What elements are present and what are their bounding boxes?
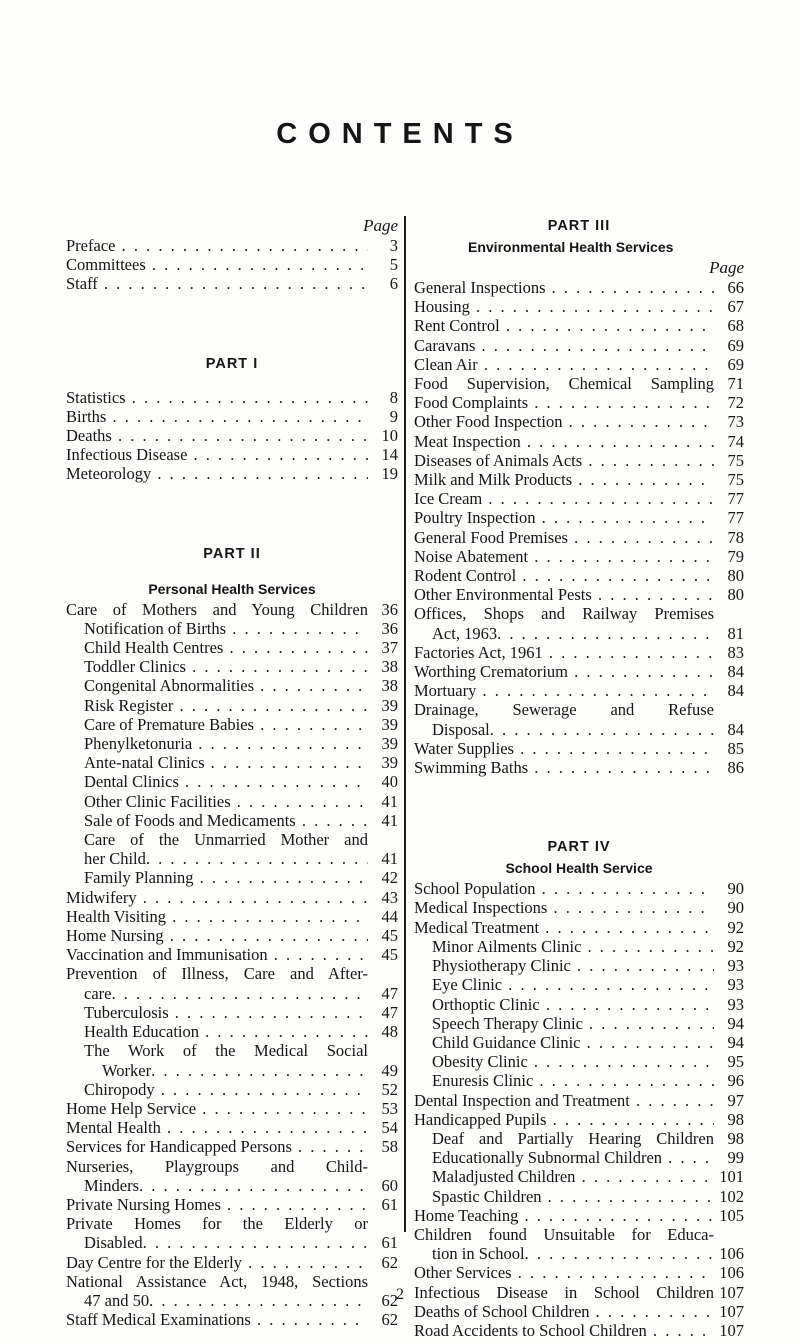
contents-entry <box>66 830 398 868</box>
entry-label: Congenital Abnormalities . . . <box>66 676 368 695</box>
entry-page-number: 45 <box>381 926 398 946</box>
entry-page-number: 9 <box>389 406 398 426</box>
entry-label: Other Environmental Pests . . . <box>414 585 714 604</box>
entry-label: Maladjusted Children . . . <box>414 1167 714 1186</box>
entry-label: Ante-natal Clinics . . . <box>66 753 368 772</box>
contents-entry <box>414 1302 744 1321</box>
entry-label: Medical Treatment . . . <box>414 918 714 937</box>
part-3-heading: PART III <box>547 218 611 234</box>
entry-page-number: 38 <box>381 657 398 677</box>
contents-entry <box>414 470 744 489</box>
entry-label: Private Nursing Homes . . . <box>66 1195 368 1214</box>
entry-page-number: 61 <box>381 1233 398 1253</box>
entry-page-number: 67 <box>727 297 744 317</box>
entry-page-number: 43 <box>381 887 398 907</box>
entry-label: Notification of Births . . . <box>66 619 368 638</box>
entry-label <box>66 1157 368 1195</box>
entry-label: General Inspections . . . <box>414 278 714 297</box>
entry-page-number: 14 <box>381 445 398 465</box>
contents-entry <box>66 696 398 715</box>
entry-page-number: 79 <box>727 546 744 566</box>
entry-label: Housing . . . <box>414 297 714 316</box>
entry-page-number: 39 <box>381 714 398 734</box>
contents-entry <box>414 1052 744 1071</box>
entry-page-number: 105 <box>719 1205 744 1225</box>
entry-label: Mortuary . . . <box>414 681 714 700</box>
contents-entry <box>66 772 398 791</box>
page-column-heading-right: Page <box>709 258 744 277</box>
page-column-heading: Page <box>363 216 398 235</box>
entry-label: Eye Clinic . . . <box>414 975 714 994</box>
entry-page-number: 90 <box>727 898 744 918</box>
part-2-heading: PART II <box>203 545 261 562</box>
entry-page-number: 48 <box>381 1022 398 1042</box>
entry-page-number: 80 <box>727 585 744 605</box>
contents-entry <box>414 758 744 777</box>
contents-entry <box>414 1167 744 1186</box>
contents-entry <box>66 657 398 676</box>
entry-page-number: 93 <box>727 994 744 1014</box>
contents-entry <box>414 585 744 604</box>
entry-page-number: 75 <box>727 450 744 470</box>
contents-entry <box>414 995 744 1014</box>
entry-label: Physiotherapy Clinic . . . <box>414 956 714 975</box>
entry-label: Rodent Control . . . <box>414 566 714 585</box>
entry-page-number: 84 <box>727 662 744 682</box>
entry-label <box>66 830 368 868</box>
contents-entry <box>66 388 398 407</box>
entry-page-number: 73 <box>727 412 744 432</box>
entry-page-number: 52 <box>381 1079 398 1099</box>
entry-page-number: 92 <box>727 917 744 937</box>
contents-entry <box>66 792 398 811</box>
contents-entry <box>414 975 744 994</box>
entry-label: Family Planning . . . <box>66 868 368 887</box>
entry-page-number: 80 <box>727 566 744 586</box>
contents-left-column <box>66 216 398 1329</box>
entry-page-number: 77 <box>727 508 744 528</box>
entry-label: Speech Therapy Clinic . . . <box>414 1014 714 1033</box>
contents-entry <box>414 1071 744 1090</box>
entry-label: Minor Ailments Clinic . . . <box>414 937 714 956</box>
entry-label: General Food Premises . . . <box>414 528 714 547</box>
entry-page-number: 41 <box>381 849 398 869</box>
contents-entry <box>414 1033 744 1052</box>
contents-entry <box>414 681 744 700</box>
entry-label: Ice Cream . . . <box>414 489 714 508</box>
front-matter-list <box>66 236 398 294</box>
entry-label: Enuresis Clinic . . . <box>414 1071 714 1090</box>
entry-label-line-1: Offices, Shops and Railway Premises <box>414 604 714 624</box>
entry-page-number: 75 <box>727 470 744 490</box>
entry-label: Chiropody . . . <box>66 1080 368 1099</box>
entry-page-number: 47 <box>381 983 398 1003</box>
entry-label: Child Health Centres . . . <box>66 638 368 657</box>
entry-label: Child Guidance Clinic . . . <box>414 1033 714 1052</box>
entry-page-number: 38 <box>381 676 398 696</box>
entry-label: Handicapped Pupils . . . <box>414 1110 714 1129</box>
contents-entry <box>66 619 398 638</box>
entry-page-number: 62 <box>381 1310 398 1330</box>
entry-label <box>414 604 714 642</box>
entry-label-line-2: tion in School <box>432 1244 525 1264</box>
contents-entry <box>66 464 398 483</box>
contents-entry <box>66 255 398 274</box>
entry-page-number: 69 <box>727 354 744 374</box>
entry-label: Deaths of School Children . . . <box>414 1302 714 1321</box>
contents-entry <box>414 1206 744 1225</box>
contents-entry <box>414 336 744 355</box>
contents-entry <box>414 739 744 758</box>
entry-label-line-1: The Work of the Medical Social <box>84 1041 368 1061</box>
entry-label-line-1: National Assistance Act, 1948, Sections <box>66 1271 368 1291</box>
contents-entry <box>414 1129 744 1148</box>
contents-entry <box>66 407 398 426</box>
entry-label: Sale of Foods and Medicaments . . . <box>66 811 368 830</box>
part-4-list <box>414 879 744 1340</box>
entry-page-number: 106 <box>719 1244 744 1264</box>
entry-page-number: 77 <box>727 489 744 509</box>
entry-label: Infectious Disease . . . <box>66 445 368 464</box>
contents-entry <box>66 638 398 657</box>
entry-page-number: 97 <box>727 1090 744 1110</box>
entry-page-number: 96 <box>727 1071 744 1091</box>
entry-label: Diseases of Animals Acts . . . <box>414 451 714 470</box>
contents-entry <box>414 355 744 374</box>
entry-page-number: 49 <box>381 1060 398 1080</box>
entry-page-number: 61 <box>381 1194 398 1214</box>
contents-entry <box>414 297 744 316</box>
entry-label-line-2: care <box>84 983 112 1003</box>
contents-entry <box>66 753 398 772</box>
contents-entry <box>66 907 398 926</box>
entry-page-number: 53 <box>381 1098 398 1118</box>
part-4-subheading: School Health Service <box>505 860 653 877</box>
entry-page-number: 6 <box>389 274 398 294</box>
entry-label <box>414 1225 714 1263</box>
entry-label-line-1: Prevention of Illness, Care and After- <box>66 964 368 984</box>
part-1-heading: PART I <box>205 355 259 372</box>
contents-entry <box>414 956 744 975</box>
contents-entry <box>414 412 744 431</box>
entry-label: Noise Abatement . . . <box>414 547 714 566</box>
contents-entry <box>66 1137 398 1156</box>
contents-entry <box>414 1321 744 1340</box>
contents-entry <box>414 566 744 585</box>
entry-page-number: 92 <box>727 936 744 956</box>
entry-page-number: 95 <box>727 1052 744 1072</box>
entry-page-number: 106 <box>719 1263 744 1283</box>
entry-page-number: 45 <box>381 945 398 965</box>
entry-label-line-2: Disposal <box>432 719 490 739</box>
contents-entry <box>414 393 744 412</box>
contents-entry <box>414 898 744 917</box>
entry-page-number: 39 <box>381 695 398 715</box>
entry-page-number: 36 <box>381 599 398 619</box>
entry-label-line-2: Act, 1963 <box>432 623 498 643</box>
contents-entry <box>414 528 744 547</box>
entry-label-line-2: Minders <box>84 1175 139 1195</box>
entry-label: Phenylketonuria . . . <box>66 734 368 753</box>
contents-entry <box>66 1157 398 1195</box>
entry-label: Worthing Crematorium . . . <box>414 662 714 681</box>
entry-label-line-1: Care of the Unmarried Mother and <box>84 830 368 850</box>
entry-page-number: 40 <box>381 772 398 792</box>
part-1-list <box>66 388 398 484</box>
entry-page-number: 62 <box>381 1290 398 1310</box>
entry-page-number: 42 <box>381 868 398 888</box>
entry-page-number: 60 <box>381 1175 398 1195</box>
entry-page-number: 83 <box>727 642 744 662</box>
entry-page-number: 8 <box>389 387 398 407</box>
entry-page-number: 78 <box>727 527 744 547</box>
entry-label: Other Clinic Facilities . . . <box>66 792 368 811</box>
contents-entry <box>414 700 744 738</box>
entry-label: Staff . . . <box>66 274 368 293</box>
contents-entry <box>414 547 744 566</box>
entry-page-number: 90 <box>727 879 744 899</box>
entry-label: School Population . . . <box>414 879 714 898</box>
entry-label: Health Visiting . . . <box>66 907 368 926</box>
entry-label: Caravans . . . <box>414 336 714 355</box>
entry-page-number: 84 <box>727 681 744 701</box>
entry-label: Preface . . . <box>66 236 368 255</box>
contents-entry <box>66 600 398 619</box>
entry-label-line-1: Drainage, Sewerage and Refuse <box>414 700 714 720</box>
contents-entry <box>414 451 744 470</box>
contents-entry <box>414 508 744 527</box>
contents-entry <box>414 489 744 508</box>
entry-page-number: 107 <box>719 1282 744 1302</box>
contents-entry <box>66 964 398 1002</box>
entry-label: Meat Inspection . . . <box>414 432 714 451</box>
contents-entry <box>66 926 398 945</box>
entry-label: Risk Register . . . <box>66 696 368 715</box>
entry-label: Obesity Clinic . . . <box>414 1052 714 1071</box>
entry-page-number: 84 <box>727 719 744 739</box>
entry-page-number: 58 <box>381 1137 398 1157</box>
entry-label-line-1: Private Homes for the Elderly or <box>66 1214 368 1234</box>
entry-page-number: 39 <box>381 753 398 773</box>
entry-label: Educationally Subnormal Children . . . <box>414 1148 714 1167</box>
entry-page-number: 69 <box>727 335 744 355</box>
contents-entry <box>66 1041 398 1079</box>
page-number: 2 <box>396 1286 404 1303</box>
contents-entry <box>414 1263 744 1282</box>
part-2-list <box>66 600 398 1330</box>
entry-label: Care of Premature Babies . . . <box>66 715 368 734</box>
contents-entry <box>414 918 744 937</box>
entry-page-number: 94 <box>727 1013 744 1033</box>
entry-page-number: 10 <box>381 426 398 446</box>
entry-label: Vaccination and Immunisation . . . <box>66 945 368 964</box>
column-divider <box>404 216 406 1232</box>
contents-entry <box>414 316 744 335</box>
part-3-list <box>414 278 744 777</box>
entry-label: Clean Air . . . <box>414 355 714 374</box>
contents-entry <box>66 1022 398 1041</box>
entry-label: Swimming Baths . . . <box>414 758 714 777</box>
entry-label: Deaf and Partially Hearing Children <box>432 1128 714 1148</box>
contents-entry <box>414 1187 744 1206</box>
entry-page-number: 94 <box>727 1032 744 1052</box>
entry-label: Health Education . . . <box>66 1022 368 1041</box>
entry-page-number: 39 <box>381 734 398 754</box>
entry-label: Road Accidents to School Children . . . <box>414 1321 714 1340</box>
entry-label: Care of Mothers and Young Children <box>66 599 368 619</box>
contents-entry <box>414 662 744 681</box>
entry-label-line-2: Disabled <box>84 1233 143 1253</box>
entry-page-number: 66 <box>727 278 744 297</box>
entry-page-number: 107 <box>719 1301 744 1321</box>
entry-label: Orthoptic Clinic . . . <box>414 995 714 1014</box>
entry-label: Deaths . . . <box>66 426 368 445</box>
entry-label: Home Nursing . . . <box>66 926 368 945</box>
entry-label <box>66 964 368 1002</box>
entry-label: Other Services . . . <box>414 1263 714 1282</box>
entry-page-number: 93 <box>727 956 744 976</box>
contents-entry <box>66 1099 398 1118</box>
entry-page-number: 3 <box>389 236 398 255</box>
entry-page-number: 41 <box>381 791 398 811</box>
entry-label: Spastic Children . . . <box>414 1187 714 1206</box>
contents-entry <box>414 278 744 297</box>
contents-entry <box>414 1148 744 1167</box>
contents-entry <box>66 1080 398 1099</box>
entry-page-number: 62 <box>381 1252 398 1272</box>
entry-page-number: 101 <box>719 1167 744 1187</box>
entry-label-line-2: 47 and 50 <box>84 1290 150 1310</box>
part-3-subheading: Environmental Health Services <box>468 239 674 255</box>
contents-entry <box>66 1118 398 1137</box>
contents-entry <box>66 868 398 887</box>
entry-page-number: 44 <box>381 906 398 926</box>
contents-entry <box>66 945 398 964</box>
entry-label: Infectious Disease in School Children <box>414 1282 714 1302</box>
entry-page-number: 41 <box>381 810 398 830</box>
entry-page-number: 71 <box>727 374 744 394</box>
contents-entry <box>66 426 398 445</box>
contents-entry <box>66 1214 398 1252</box>
entry-label: Tuberculosis . . . <box>66 1003 368 1022</box>
contents-right-column <box>414 216 744 1340</box>
entry-label: Dental Inspection and Treatment . . . <box>414 1091 714 1110</box>
entry-page-number: 102 <box>719 1186 744 1206</box>
entry-page-number: 37 <box>381 638 398 658</box>
entry-page-number: 68 <box>727 316 744 336</box>
page-title: CONTENTS <box>276 118 524 150</box>
contents-entry <box>414 1014 744 1033</box>
contents-entry <box>66 715 398 734</box>
entry-label: Food Complaints . . . <box>414 393 714 412</box>
entry-label: Dental Clinics . . . <box>66 772 368 791</box>
entry-label: Toddler Clinics . . . <box>66 657 368 676</box>
entry-label: Staff Medical Examinations . . . <box>66 1310 368 1329</box>
entry-label: Births . . . <box>66 407 368 426</box>
entry-label: Committees . . . <box>66 255 368 274</box>
entry-page-number: 99 <box>727 1148 744 1168</box>
entry-page-number: 86 <box>727 758 744 778</box>
entry-label: Home Teaching . . . <box>414 1206 714 1225</box>
part-4-heading: PART IV <box>547 839 611 856</box>
contents-entry <box>66 811 398 830</box>
contents-entry <box>414 643 744 662</box>
entry-label <box>66 1041 368 1079</box>
entry-label: Services for Handicapped Persons . . . <box>66 1137 368 1156</box>
entry-page-number: 74 <box>727 431 744 451</box>
contents-entry <box>66 236 398 255</box>
contents-entry <box>414 374 744 393</box>
contents-entry <box>414 1225 744 1263</box>
entry-label: Meteorology . . . <box>66 464 368 483</box>
entry-page-number: 72 <box>727 393 744 413</box>
entry-page-number: 81 <box>727 623 744 643</box>
entry-page-number: 98 <box>727 1109 744 1129</box>
contents-entry <box>66 888 398 907</box>
entry-label: Food Supervision, Chemical Sampling <box>414 374 714 394</box>
entry-page-number: 98 <box>727 1128 744 1148</box>
entry-label-line-1: Children found Unsuitable for Educa- <box>414 1224 714 1244</box>
entry-label: Home Help Service . . . <box>66 1099 368 1118</box>
entry-page-number: 54 <box>381 1118 398 1138</box>
contents-entry <box>414 879 744 898</box>
entry-page-number: 93 <box>727 975 744 995</box>
contents-entry <box>66 676 398 695</box>
entry-label: Milk and Milk Products . . . <box>414 470 714 489</box>
entry-label: Poultry Inspection . . . <box>414 508 714 527</box>
entry-page-number: 36 <box>381 618 398 638</box>
contents-entry <box>414 1091 744 1110</box>
contents-entry <box>66 734 398 753</box>
contents-entry <box>66 274 398 293</box>
entry-label: Mental Health . . . <box>66 1118 368 1137</box>
entry-page-number: 85 <box>727 738 744 758</box>
entry-label <box>66 1214 368 1252</box>
entry-page-number: 107 <box>719 1320 744 1340</box>
contents-entry <box>66 1003 398 1022</box>
entry-label-line-2: her Child <box>84 849 146 869</box>
contents-entry <box>66 1253 398 1272</box>
entry-label <box>414 700 714 738</box>
entry-label-line-2: Worker <box>102 1060 152 1080</box>
entry-label: Statistics . . . <box>66 388 368 407</box>
entry-page-number: 19 <box>381 464 398 484</box>
entry-label: Other Food Inspection . . . <box>414 412 714 431</box>
entry-page-number: 5 <box>389 255 398 275</box>
entry-label: Factories Act, 1961 . . . <box>414 643 714 662</box>
entry-page-number: 47 <box>381 1002 398 1022</box>
contents-entry <box>66 445 398 464</box>
contents-entry <box>414 1110 744 1129</box>
entry-label: Midwifery . . . <box>66 888 368 907</box>
contents-entry <box>414 604 744 642</box>
contents-entry <box>66 1195 398 1214</box>
entry-label: Rent Control . . . <box>414 316 714 335</box>
entry-label: Water Supplies . . . <box>414 739 714 758</box>
entry-label: Day Centre for the Elderly . . . <box>66 1253 368 1272</box>
contents-entry <box>414 937 744 956</box>
part-2-subheading: Personal Health Services <box>148 580 316 597</box>
entry-label-line-1: Nurseries, Playgroups and Child- <box>66 1156 368 1176</box>
entry-label: Medical Inspections . . . <box>414 898 714 917</box>
contents-entry <box>414 432 744 451</box>
